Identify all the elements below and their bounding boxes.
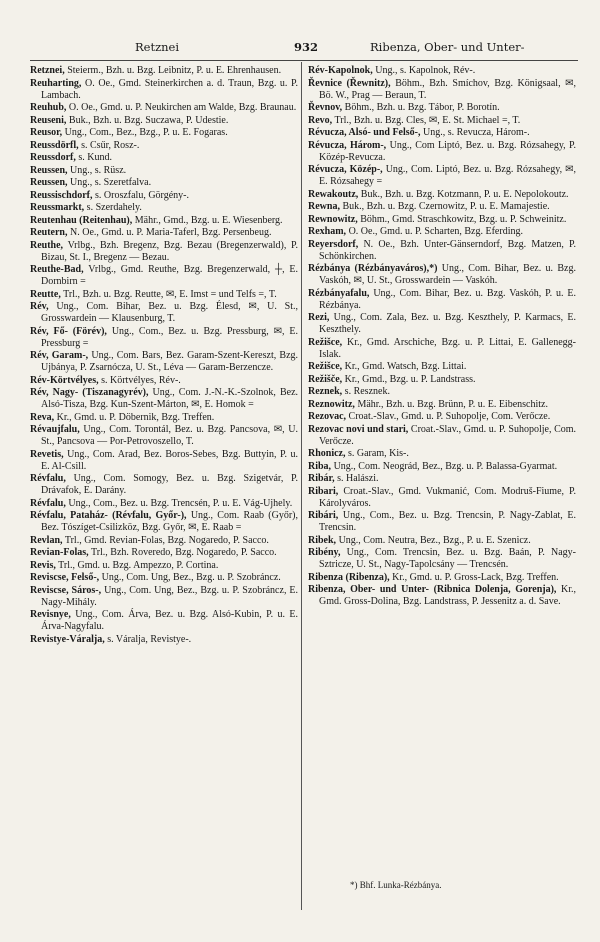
entry-term: Rév, <box>30 301 49 312</box>
entry-text: Ung., Com. Bihar, Bez. u. Bzg. Vaskóh, P. u. E. Rézbánya. <box>319 287 577 311</box>
gazetteer-entry <box>30 202 298 214</box>
entry-term: Reva, <box>30 411 55 423</box>
entry-term: Revian-Folas, <box>30 547 89 558</box>
entry-term: Reusor, <box>30 127 63 138</box>
gazetteer-entry <box>30 264 298 288</box>
entry-term: Řevnov, <box>308 102 343 113</box>
gazetteer-entry <box>308 486 576 510</box>
entry-text: N. Oe., Bzh. Unter-Gänserndorf, Bzg. Matzen, P. Schönkirchen. <box>319 238 576 262</box>
entry-term: Reznek, <box>308 386 343 397</box>
entry-text: Ung., Com. Neutra, Bez., Bzg., P. u. E. Szenicz. <box>338 534 531 546</box>
entry-text: Croat.-Slav., Gmd. Vukmanić, Com. Modruš-Fiume, P. Károlyváros. <box>319 485 577 509</box>
gazetteer-entry <box>30 165 298 177</box>
gazetteer-entry <box>308 214 576 226</box>
entry-text: s. Szerdahely. <box>86 202 142 213</box>
entry-text: Kr., Gmd. u. P. Döbernik, Bzg. Treffen. <box>56 411 215 423</box>
gazetteer-entry <box>308 312 576 336</box>
entry-term: Rewnowitz, <box>308 213 358 225</box>
gazetteer-entry <box>30 152 298 164</box>
gazetteer-entry <box>30 115 298 127</box>
entry-text: Kr., Gmd., Bzg. u. P. Landstrass. <box>344 373 476 385</box>
entry-text: Böhm., Bzh. u. Bzg. Tábor, P. Borotín. <box>344 102 500 113</box>
entry-term: Reuthe-Bad, <box>30 264 84 275</box>
entry-text: Trl., Bzh. u. Bzg. Reutte, ✉, E. Imst = und Telfs =, T. <box>63 288 277 300</box>
entry-text: Ung., Com., Bez., Bzg., P. u. E. Fogaras. <box>64 127 228 138</box>
entry-term: Révucza, Alsó- und Felső-, <box>308 127 421 138</box>
gazetteer-entry <box>308 461 576 473</box>
entry-term: Riba, <box>308 460 332 472</box>
left-column <box>30 65 298 646</box>
gazetteer-entry <box>30 609 298 633</box>
entry-text: Ung., Com. Arad, Bez. Boros-Sebes, Bzg. Buttyin, P. u. E. Al-Csill. <box>41 448 298 472</box>
gazetteer-entry <box>308 374 576 386</box>
entry-text: Ung., Com. Bihar, Bez. u. Bzg. Vaskóh, ✉, U. St., Grosswardein — Vaskóh. <box>319 263 576 286</box>
gazetteer-entry <box>308 226 576 238</box>
entry-term: Rezi, <box>308 312 330 323</box>
entry-term: Revo, <box>308 114 333 126</box>
gazetteer-entry <box>308 164 576 188</box>
entry-term: Reuharting, <box>30 77 82 89</box>
gazetteer-entry <box>308 386 576 398</box>
entry-text: N. Oe., Gmd. u. P. Maria-Taferl, Bzg. Persenbeug. <box>70 227 272 238</box>
entry-term: Révfalu, <box>30 497 66 509</box>
entry-term: Révucza, Közép-, <box>308 164 383 175</box>
entry-text: Steierm., Bzh. u. Bzg. Leibnitz, P. u. E. Ehrenhausen. <box>67 65 282 76</box>
entry-text: s. Kund. <box>78 152 112 163</box>
entry-term: Reuhub, <box>30 102 67 113</box>
entry-term: Rév, Garam-, <box>30 350 89 361</box>
right-column <box>308 65 576 609</box>
gazetteer-entry <box>30 227 298 239</box>
entry-text: Ung., s. Kapolnok, Rév-. <box>375 65 476 76</box>
gazetteer-entry <box>308 288 576 312</box>
entry-text: Croat.-Slav., Gmd. u. P. Suhopolje, Com. Verőcze. <box>319 423 577 447</box>
entry-term: Řevnice (Řewnitz), <box>308 77 391 89</box>
gazetteer-entry <box>30 449 298 473</box>
entry-term: Rév, Nagy- (Tiszanagyrév), <box>30 387 149 398</box>
entry-term: Reznowitz, <box>308 398 355 410</box>
entry-text: Mähr., Gmd., Bzg. u. E. Wiesenberg. <box>134 214 283 226</box>
entry-text: Ung., Com Liptó, Bez. u. Bzg. Rózsahegy, P. Közép-Revucza. <box>319 139 577 163</box>
entry-text: Buk., Bzh. u. Bzg. Czernowitz, P. u. E. Mamajestie. <box>342 201 550 212</box>
entry-term: Rév-Kapolnok, <box>308 65 373 76</box>
entry-text: Trl., Gmd. u. Bzg. Ampezzo, P. Cortina. <box>58 559 219 571</box>
entry-term: Reussmarkt, <box>30 202 85 213</box>
gazetteer-entry <box>30 301 298 325</box>
gazetteer-entry <box>30 585 298 609</box>
entry-text: Böhm., Gmd. Straschkowitz, Bzg. u. P. Schweinitz. <box>360 213 567 225</box>
gazetteer-entry <box>308 189 576 201</box>
entry-text: Ung., Com. J.-N.-K.-Szolnok, Bez. Alsó-Tisza, Bzg. Kun-Szent-Márton, ✉, E. Homok = <box>41 387 299 410</box>
gazetteer-entry <box>30 326 298 350</box>
header-right-keyword: Ribenza, Ober- und Unter- <box>370 40 525 54</box>
gazetteer-entry <box>30 78 298 102</box>
entry-term: Reviscse, Sáros-, <box>30 584 102 596</box>
gazetteer-entry <box>30 634 298 646</box>
entry-term: Retznei, <box>30 65 65 76</box>
entry-term: Revistye-Váralja, <box>30 633 105 645</box>
header-rule <box>30 60 578 61</box>
entry-term: Ribár, <box>308 473 335 484</box>
entry-term: Rézbánya (Rézbányaváros),*) <box>308 263 438 274</box>
entry-term: Rhonicz, <box>308 448 346 459</box>
gazetteer-entry <box>30 140 298 152</box>
entry-text: Ung., Com. Torontál, Bez. u. Bzg. Pancsova, ✉, U. St., Pancsova — Por-Petrovoszello, T. <box>41 424 299 447</box>
gazetteer-entry <box>308 239 576 263</box>
entry-text: Ung., s. Szeretfalva. <box>70 177 152 188</box>
running-header <box>30 40 578 58</box>
entry-term: Reutenhau (Reitenhau), <box>30 214 133 226</box>
entry-text: Kr., Gmd. Watsch, Bzg. Littai. <box>344 361 467 372</box>
gazetteer-entry <box>308 399 576 411</box>
entry-text: Ung., Com. Árva, Bez. u. Bzg. Alsó-Kubin, P. u. E. Árva-Nagyfalu. <box>41 609 299 632</box>
entry-term: Reussischdorf, <box>30 189 93 201</box>
entry-term: Reussen, <box>30 177 68 188</box>
gazetteer-entry <box>308 411 576 423</box>
entry-text: s. Halászi. <box>337 473 379 484</box>
gazetteer-entry <box>30 127 298 139</box>
entry-text: Ung., s. Revucza, Három-. <box>423 127 530 138</box>
entry-term: Reutte, <box>30 288 61 300</box>
entry-text: s. Resznek. <box>344 386 390 397</box>
entry-term: Rézbányafalu, <box>308 287 370 299</box>
entry-term: Režišce, <box>308 361 343 372</box>
gazetteer-entry <box>30 240 298 264</box>
entry-text: O. Oe., Gmd. Steinerkirchen a. d. Traun, Bzg. u. P. Lambach. <box>41 77 298 101</box>
entry-term: Ribári, <box>308 510 339 521</box>
gazetteer-entry <box>30 102 298 114</box>
entry-text: Buk., Bzh. u. Bzg. Kotzmann, P. u. E. Nepolokoutz. <box>360 188 569 200</box>
entry-text: Ung., Com. Raab (Győr), Bez. Tószíget-Csilizköz, Bzg. Győr, ✉, E. Raab = <box>41 510 299 533</box>
entry-text: Ung., Com. Liptó, Bez. u. Bzg. Rózsahegy, ✉, E. Rózsahegy = <box>319 164 576 187</box>
entry-text: Ung., Com., Bez. u. Bzg. Pressburg, ✉, E. Pressburg = <box>41 325 298 349</box>
gazetteer-entry <box>30 177 298 189</box>
gazetteer-entry <box>30 572 298 584</box>
entry-text: s. Váralja, Revistye-. <box>107 633 192 645</box>
gazetteer-entry <box>308 584 576 608</box>
gazetteer-entry <box>308 201 576 213</box>
entry-text: Ung., Com., Bez. u. Bzg. Trencsén, P. u. E. Vág-Ujhely. <box>68 497 293 509</box>
entry-text: s. Garam, Kis-. <box>348 448 409 459</box>
entry-text: Croat.-Slav., Gmd. u. P. Suhopolje, Com. Verőcze. <box>348 411 551 422</box>
entry-text: Böhm., Bzh. Smíchov, Bzg. Königsaal, ✉, Bö. W., Prag — Beraun, T. <box>319 77 577 101</box>
entry-term: Ribény, <box>308 547 341 558</box>
entry-text: Trl., Bzh. u. Bzg. Cles, ✉, E. St. Michael =, T. <box>334 114 521 126</box>
entry-term: Revlan, <box>30 534 63 546</box>
entry-text: Vrlbg., Bzh. Bregenz, Bzg. Bezau (Bregenzerwald), P. Bizau, St. I., Bregenz — Bezau. <box>41 239 298 263</box>
entry-text: O. Oe., Gmd. u. P. Scharten, Bzg. Eferding. <box>348 226 523 237</box>
gazetteer-entry <box>30 412 298 424</box>
gazetteer-entry <box>30 498 298 510</box>
entry-term: Ribek, <box>308 534 337 546</box>
gazetteer-entry <box>308 65 576 77</box>
entry-text: O. Oe., Gmd. u. P. Neukirchen am Walde, Bzg. Braunau. <box>68 102 297 113</box>
entry-text: Ung., Com., Bez. u. Bzg. Trencsin, P. Nagy-Zablat, E. Trencsin. <box>319 510 576 533</box>
entry-term: Režišce, <box>308 336 343 348</box>
entry-text: s. Csűr, Rosz-. <box>81 139 140 151</box>
gazetteer-entry <box>308 140 576 164</box>
gazetteer-entry <box>30 510 298 534</box>
gazetteer-entry <box>30 289 298 301</box>
entry-term: Rezovac novi und stari, <box>308 423 409 435</box>
gazetteer-entry <box>308 547 576 571</box>
column-divider <box>301 62 302 910</box>
gazetteer-entry <box>308 127 576 139</box>
entry-text: Ung., Com. Bars, Bez. Garam-Szent-Kereszt, Bzg. Ujbánya, P. Zsarnócza, U. St., Léva — Garam-Berzencze. <box>41 350 299 373</box>
entry-term: Reutern, <box>30 227 68 238</box>
entry-term: Rewakoutz, <box>308 188 359 200</box>
entry-text: Ung., Com. Ung, Bez., Bzg. u. P. Szobráncz, E. Nagy-Mihály. <box>41 584 299 608</box>
entry-text: Ung., Com. Trencsin, Bez. u. Bzg. Baán, P. Nagy-Sztricze, U. St., Nagy-Tapolcsány — Trencsén. <box>319 547 576 570</box>
entry-term: Révfalu, <box>30 473 66 484</box>
entry-text: Kr., Gmd. Gross-Dolina, Bzg. Landstrass, P. Jessenitz a. d. Save. <box>319 584 576 607</box>
entry-text: Trl., Gmd. Revian-Folas, Bzg. Nogaredo, P. Sacco. <box>64 534 269 546</box>
entry-term: Rewna, <box>308 201 340 212</box>
entry-text: Mähr., Bzh. u. Bzg. Brünn, P. u. E. Eibenschitz. <box>357 398 548 410</box>
entry-text: Kr., Gmd. Arschiche, Bzg. u. P. Littai, E. Gallenegg-Islak. <box>319 336 576 360</box>
gazetteer-entry <box>308 102 576 114</box>
entry-text: Ung., Com. Bihar, Bez. u. Bzg. Élesd, ✉, U. St., Grosswardein — Klausenburg, T. <box>41 301 298 324</box>
gazetteer-entry <box>308 572 576 584</box>
entry-text: Ung., Com. Somogy, Bez. u. Bzg. Szigetvár, P. Drávafok, E. Darány. <box>41 473 298 496</box>
entry-term: Ribari, <box>308 485 339 497</box>
gazetteer-entry <box>308 448 576 460</box>
gazetteer-entry <box>30 190 298 202</box>
entry-term: Révfalu, Pataház- (Révfalu, Győr-), <box>30 510 187 521</box>
header-left-keyword: Retznei <box>135 40 180 54</box>
gazetteer-entry <box>30 535 298 547</box>
entry-term: Reviscse, Felső-, <box>30 572 100 583</box>
entry-text: s. Körtvélyes, Rév-. <box>101 374 181 386</box>
entry-term: Reyersdorf, <box>308 238 359 250</box>
gazetteer-entry <box>30 215 298 227</box>
gazetteer-entry <box>308 361 576 373</box>
gazetteer-entry <box>308 424 576 448</box>
gazetteer-entry <box>308 473 576 485</box>
entry-text: Ung., Com. Zala, Bez. u. Bzg. Keszthely, P. Karmacs, E. Keszthely. <box>319 312 576 335</box>
gazetteer-entry <box>308 263 576 287</box>
entry-text: Vrlbg., Gmd. Reuthe, Bzg. Bregenzerwald, ┼, E. Dornbirn = <box>41 264 298 287</box>
entry-term: Rév, Fő- (Förév), <box>30 325 107 337</box>
gazetteer-entry <box>308 535 576 547</box>
entry-term: Révaujfalu, <box>30 424 80 435</box>
entry-term: Rév-Körtvélyes, <box>30 374 99 386</box>
page-number: 932 <box>294 40 319 54</box>
gazetteer-entry <box>30 424 298 448</box>
gazetteer-entry <box>30 473 298 497</box>
entry-term: Révucza, Három-, <box>308 139 387 151</box>
gazetteer-entry <box>30 547 298 559</box>
gazetteer-entry <box>30 375 298 387</box>
entry-term: Reussen, <box>30 164 68 176</box>
gazetteer-entry <box>308 337 576 361</box>
entry-term: Rexham, <box>308 226 347 237</box>
entry-text: Trl., Bzh. Roveredo, Bzg. Nogaredo, P. Sacco. <box>90 547 277 558</box>
entry-text: Ung., s. Rüsz. <box>70 164 127 176</box>
entry-term: Reussdörfl, <box>30 139 79 151</box>
gazetteer-entry <box>308 510 576 534</box>
entry-text: Ung., Com. Neográd, Bez., Bzg. u. P. Balassa-Gyarmat. <box>333 460 558 472</box>
gazetteer-entry <box>308 115 576 127</box>
entry-term: Revis, <box>30 559 56 571</box>
gazetteer-entry <box>30 560 298 572</box>
entry-term: Ribenza (Ribenza), <box>308 571 390 583</box>
gazetteer-entry <box>30 350 298 374</box>
entry-term: Rezovac, <box>308 411 347 422</box>
gazetteer-entry <box>308 78 576 102</box>
footnote: *) Bhf. Lunka-Rézbánya. <box>350 880 442 890</box>
gazetteer-entry <box>30 65 298 77</box>
entry-term: Režišče, <box>308 373 343 385</box>
gazetteer-entry <box>30 387 298 411</box>
entry-term: Reuthe, <box>30 239 64 251</box>
entry-term: Reuseni, <box>30 114 67 126</box>
entry-term: Revetis, <box>30 448 64 460</box>
entry-text: Kr., Gmd. u. P. Gross-Lack, Bzg. Treffen. <box>392 571 559 583</box>
entry-term: Revisnye, <box>30 609 71 620</box>
entry-text: Ung., Com. Ung, Bez., Bzg. u. P. Szobráncz. <box>101 572 281 583</box>
entry-term: Ribenza, Ober- und Unter- (Ribnica Dolenja, Gorenja), <box>308 584 557 595</box>
entry-text: s. Oroszfalu, Görgény-. <box>95 189 189 201</box>
entry-text: Buk., Bzh. u. Bzg. Suczawa, P. Udestie. <box>68 114 229 126</box>
entry-term: Reussdorf, <box>30 152 76 163</box>
